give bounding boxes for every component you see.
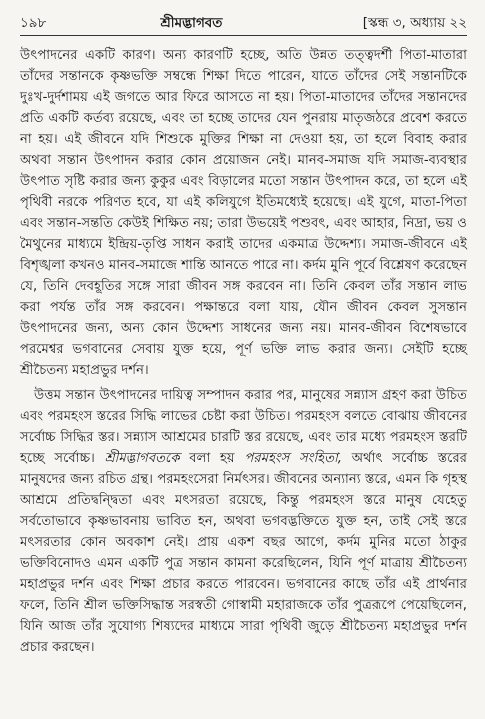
book-name-paramahamsa-samhita: পরমহংস সংহিতা, [244,451,342,467]
paragraph-2-text-a: উত্তম সন্তান উৎপাদনের দায়িত্ব সম্পাদন করার পর, মানুষের সন্ন্যাস গ্রহণ করা উচিত এবং পরমহংস স্তরের সিদ্ধি লাভের চেষ্টা করা উচিত। পরমহংস বলতে বোঝায় জীবনের সর্বোচ্চ সিদ্ধির স্তর। সন্ন্যাস আশ্রমের চারটি স্তর রয়েছে, এবং তার মধ্যে পরমহংস স্তরটি হচ্ছে সর্বোচ্চ। [20,388,467,467]
paragraph-2-text-b: বলা হয় [179,451,245,467]
page-header [20,14,467,32]
paragraph-2-text-c: অর্থাৎ সর্বোচ্চ স্তরের মানুষদের জন্য রচিত গ্রন্থ। পরমহংসেরা নির্মৎসর। জীবনের অন্যান্য স্তরে, এমন কি গৃহস্থ আশ্রমে প্রতিদ্বন্দ্বিতা এবং মৎসরতা রয়েছে, কিন্তু পরমহংস স্তরে মানুষ যেহেতু সর্বতোভাবে কৃষ্ণভাবনায় ভাবিত হন, অথবা ভগবদ্ভক্তিতে যুক্ত হন, তাই সেই স্তরে মৎসরতার কোন অবকাশ নেই। প্রায় একশ বছর আগে, কর্দম মুনির মতো ঠাকুর ভক্তিবিনোদও এমন একটি পুত্র সন্তান কামনা করেছিলেন, যিনি পূর্ণ মাত্রায় শ্রীচৈতন্য মহাপ্রভুর দর্শন এবং শিক্ষা প্রচার করতে পারবেন। ভগবানের কাছে তাঁর এই প্রার্থনার ফলে, তিনি শ্রীল ভক্তিসিদ্ধান্ত সরস্বতী গোস্বামী মহারাজকে তাঁর পুত্ররূপে পেয়েছিলেন, যিনি আজ তাঁর সুযোগ্য শিষ্যদের মাধ্যমে সারা পৃথিবী জুড়ে শ্রীচৈতন্য মহাপ্রভুর দর্শন প্রচার করছেন। [20,451,467,656]
book-title: শ্রীমদ্ভাগবত [160,15,223,31]
header-divider [20,35,467,36]
page-number: ১৯৮ [20,15,47,31]
paragraph-2 [20,385,467,658]
paragraph-1: উৎপাদনের একটি কারণ। অন্য কারণটি হচ্ছে, অতি উন্নত তত্ত্বদর্শী পিতা-মাতারা তাঁদের সন্তানকে কৃষ্ণভক্তি সম্বন্ধে শিক্ষা দিতে পারেন, যাতে তাঁদের সেই সন্তানটিকে দুঃখ-দুর্দশাময় এই জগতে আর ফিরে আসতে না হয়। পিতা-মাতাদের তাঁদের সন্তানদের প্রতি একটি কর্তব্য রয়েছে, এবং তা হচ্ছে তাদের যেন পুনরায় মাতৃজঠরে প্রবেশ করতে না হয়। এই জীবনে যদি শিশুকে মুক্তির শিক্ষা না দেওয়া হয়, তা হলে বিবাহ করার অথবা সন্তান উৎপাদন করার কোন প্রয়োজন নেই। মানব-সমাজ যদি সমাজ-ব্যবস্থার উৎপাত সৃষ্টি করার জন্য কুকুর এবং বিড়ালের মতো সন্তান উৎপাদন করে, তা হলে এই পৃথিবী নরকে পরিণত হবে, যা এই কলিযুগে ইতিমধ্যেই হয়েছে। এই যুগে, মাতা-পিতা এবং সন্তান-সন্ততি কেউই শিক্ষিত নয়; তারা উভয়েই পশুবৎ, এবং আহার, নিদ্রা, ভয় ও মৈথুনের মাধ্যমে ইন্দ্রিয়-তৃপ্তি সাধন করাই তাদের একমাত্র উদ্দেশ্য। সমাজ-জীবনে এই বিশৃঙ্খলা কখনও মানব-সমাজে শান্তি আনতে পারে না। কর্দম মুনি পূর্বে বিশ্লেষণ করেছেন যে, তিনি দেবহূতির সঙ্গে সারা জীবন সঙ্গ করবেন না। তিনি কেবল তাঁর সন্তান লাভ করা পর্যন্ত তাঁর সঙ্গ করবেন। পক্ষান্তরে বলা যায়, যৌন জীবন কেবল সুসন্তান উৎপাদনের জন্য, অন্য কোন উদ্দেশ্য সাধনের জন্য নয়। মানব-জীবন বিশেষভাবে পরমেশ্বর ভগবানের সেবায় যুক্ত হয়ে, পূর্ণ ভক্তি লাভ করার জন্য। সেইটি হচ্ছে শ্রীচৈতন্য মহাপ্রভুর দর্শন। [20,48,467,379]
book-name-bhagavatam: শ্রীমদ্ভাগবতকে [104,451,180,467]
section-reference: [স্কন্ধ ৩, অধ্যায় ২২ [362,15,467,31]
